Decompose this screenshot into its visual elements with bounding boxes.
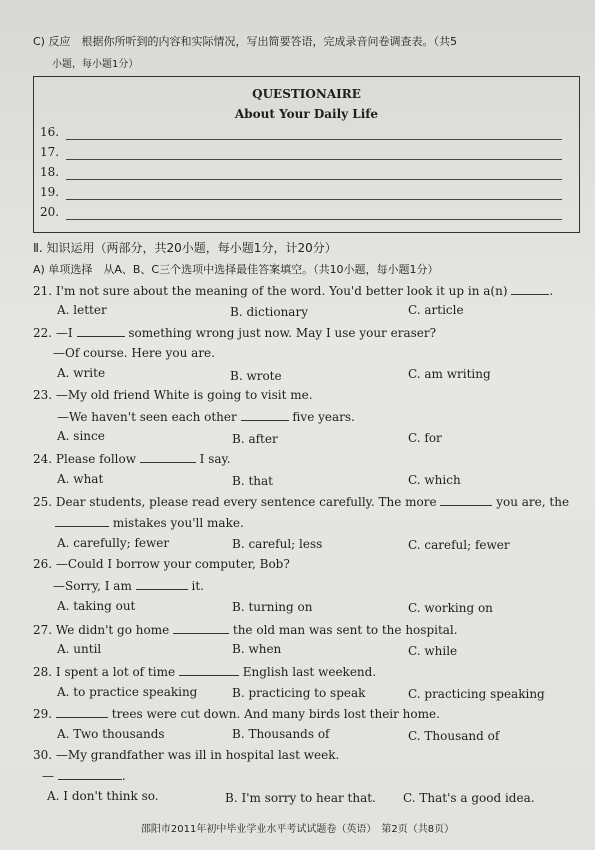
question-number: 21. bbox=[33, 284, 53, 298]
option-22-b[interactable]: B. wrote bbox=[230, 369, 282, 383]
answer-line-19[interactable] bbox=[66, 199, 562, 200]
question-text: trees were cut down. And many birds lost their home. bbox=[111, 707, 440, 721]
answer-line-16[interactable] bbox=[66, 139, 562, 140]
question-text-end: you are, the bbox=[496, 495, 570, 509]
question-text: Dear students, please read every sentence carefully. The more bbox=[55, 495, 437, 509]
question-28 bbox=[33, 664, 376, 679]
question-26 bbox=[33, 557, 290, 571]
question-26-response bbox=[53, 578, 204, 593]
question-text-end: the old man was sent to the hospital. bbox=[232, 623, 458, 637]
option-21-a[interactable]: A. letter bbox=[57, 303, 107, 317]
question-text-end: five years. bbox=[292, 410, 355, 424]
answer-blank[interactable] bbox=[440, 494, 492, 506]
question-text: —Sorry, I am bbox=[53, 579, 132, 593]
answer-label-19: 19. bbox=[40, 185, 60, 199]
section-c-subtitle: 小题，每小题1分） bbox=[52, 59, 139, 70]
answer-line-20[interactable] bbox=[66, 219, 562, 220]
answer-label-20: 20. bbox=[40, 205, 60, 219]
answer-blank[interactable] bbox=[77, 325, 125, 337]
answer-blank[interactable] bbox=[136, 578, 188, 590]
option-30-b[interactable]: B. I'm sorry to hear that. bbox=[225, 791, 376, 805]
question-text-end: . bbox=[549, 284, 554, 298]
answer-blank[interactable] bbox=[56, 706, 108, 718]
page-footer: 邵阳市2011年初中毕业学业水平考试试题卷（英语） 第2页（共8页） bbox=[140, 824, 455, 835]
option-30-a[interactable]: A. I don't think so. bbox=[47, 789, 159, 803]
question-text-end: something wrong just now. May I use your eraser? bbox=[128, 326, 437, 340]
question-text: — bbox=[42, 769, 54, 783]
option-21-c[interactable]: C. article bbox=[408, 303, 464, 317]
answer-label-17: 17. bbox=[40, 145, 60, 159]
question-text: —My grandfather was ill in hospital last week. bbox=[55, 748, 340, 762]
question-text-end: it. bbox=[191, 579, 204, 593]
option-23-c[interactable]: C. for bbox=[408, 431, 442, 445]
question-30 bbox=[33, 748, 339, 762]
questionnaire-box bbox=[33, 76, 580, 233]
option-29-c[interactable]: C. Thousand of bbox=[408, 729, 500, 743]
questionnaire-subheading: About Your Daily Life bbox=[234, 107, 379, 121]
question-number: 30. bbox=[33, 748, 53, 762]
question-text: mistakes you'll make. bbox=[112, 516, 244, 530]
answer-label-18: 18. bbox=[40, 165, 60, 179]
question-text-end: . bbox=[121, 769, 126, 783]
question-25-line2 bbox=[55, 515, 244, 530]
question-number: 28. bbox=[33, 665, 53, 679]
option-27-a[interactable]: A. until bbox=[57, 642, 102, 656]
option-28-a[interactable]: A. to practice speaking bbox=[57, 685, 198, 699]
option-29-b[interactable]: B. Thousands of bbox=[232, 727, 330, 741]
section-c-title: C) 反应 根据你所听到的内容和实际情况，写出简要答语，完成录音问卷调查表。（共5 bbox=[33, 35, 457, 48]
answer-blank[interactable] bbox=[241, 409, 289, 421]
option-30-c[interactable]: C. That's a good idea. bbox=[403, 791, 535, 805]
option-22-a[interactable]: A. write bbox=[57, 366, 106, 380]
option-28-b[interactable]: B. practicing to speak bbox=[232, 686, 366, 700]
questionnaire-heading: QUESTIONAIRE bbox=[252, 87, 361, 101]
option-27-b[interactable]: B. when bbox=[232, 642, 282, 656]
question-number: 22. bbox=[33, 326, 53, 340]
option-28-c[interactable]: C. practicing speaking bbox=[408, 687, 545, 701]
question-text: We didn't go home bbox=[55, 623, 170, 637]
question-30-response bbox=[42, 768, 126, 783]
question-22-response: —Of course. Here you are. bbox=[53, 346, 215, 360]
option-22-c[interactable]: C. am writing bbox=[408, 367, 491, 381]
option-26-b[interactable]: B. turning on bbox=[232, 600, 313, 614]
question-number: 23. bbox=[33, 388, 53, 402]
answer-line-18[interactable] bbox=[66, 179, 562, 180]
question-text: —Could I borrow your computer, Bob? bbox=[55, 557, 290, 571]
answer-blank[interactable] bbox=[140, 451, 196, 463]
option-26-a[interactable]: A. taking out bbox=[57, 599, 136, 613]
question-number: 24. bbox=[33, 452, 53, 466]
option-25-b[interactable]: B. careful; less bbox=[232, 537, 323, 551]
answer-blank[interactable] bbox=[173, 622, 229, 634]
option-23-b[interactable]: B. after bbox=[232, 432, 278, 446]
question-text: —I bbox=[55, 326, 73, 340]
answer-blank[interactable] bbox=[179, 664, 239, 676]
option-25-a[interactable]: A. carefully; fewer bbox=[57, 536, 170, 550]
part2-title: Ⅱ. 知识运用（两部分，共20小题，每小题1分，计20分） bbox=[33, 241, 337, 255]
question-text: —My old friend White is going to visit me. bbox=[55, 388, 313, 402]
question-27 bbox=[33, 622, 458, 637]
answer-blank[interactable] bbox=[58, 768, 122, 780]
question-22 bbox=[33, 325, 436, 340]
question-number: 25. bbox=[33, 495, 53, 509]
option-24-c[interactable]: C. which bbox=[408, 473, 461, 487]
question-text-end: I say. bbox=[199, 452, 231, 466]
question-number: 27. bbox=[33, 623, 53, 637]
option-24-b[interactable]: B. that bbox=[232, 474, 273, 488]
option-24-a[interactable]: A. what bbox=[57, 472, 104, 486]
question-number: 29. bbox=[33, 707, 53, 721]
option-27-c[interactable]: C. while bbox=[408, 644, 458, 658]
question-text: —We haven't seen each other bbox=[57, 410, 237, 424]
answer-blank[interactable] bbox=[511, 283, 549, 295]
question-number: 26. bbox=[33, 557, 53, 571]
question-text: I'm not sure about the meaning of the word. You'd better look it up in a(n) bbox=[55, 284, 508, 298]
question-21 bbox=[33, 283, 553, 298]
question-text: Please follow bbox=[55, 452, 137, 466]
question-23-response bbox=[57, 409, 355, 424]
question-text-end: English last weekend. bbox=[242, 665, 377, 679]
answer-line-17[interactable] bbox=[66, 159, 562, 160]
question-23 bbox=[33, 388, 313, 402]
option-25-c[interactable]: C. careful; fewer bbox=[408, 538, 510, 552]
section-a-title: A) 单项选择 从A、B、C三个选项中选择最佳答案填空。（共10小题，每小题1分） bbox=[33, 263, 439, 276]
answer-label-16: 16. bbox=[40, 125, 60, 139]
option-23-a[interactable]: A. since bbox=[57, 429, 105, 443]
question-24 bbox=[33, 451, 231, 466]
question-25 bbox=[33, 494, 569, 509]
option-26-c[interactable]: C. working on bbox=[408, 601, 493, 615]
question-text: I spent a lot of time bbox=[55, 665, 176, 679]
option-29-a[interactable]: A. Two thousands bbox=[57, 727, 165, 741]
question-29 bbox=[33, 706, 440, 721]
answer-blank[interactable] bbox=[55, 515, 109, 527]
option-21-b[interactable]: B. dictionary bbox=[230, 305, 308, 319]
